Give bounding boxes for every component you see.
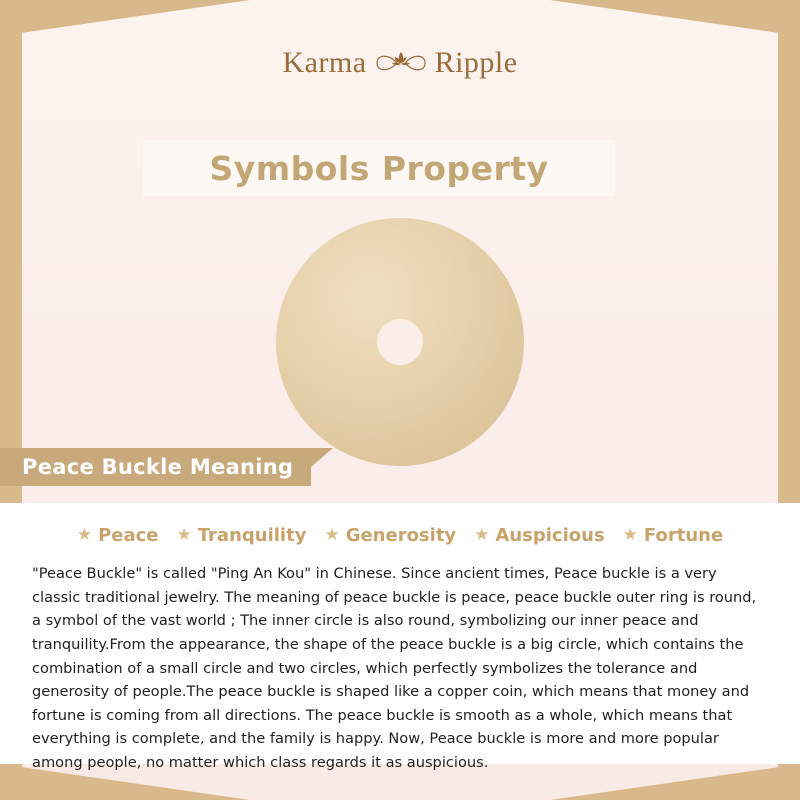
page-title: Symbols Property (209, 148, 549, 188)
description-paragraph: "Peace Buckle" is called "Ping An Kou" in Chinese. Since ancient times, Peace buckle is a very classic traditional jewelry. The meaning of peace buckle is peace, peace buckle outer ring is round, a symbol of the vast world ; The inner circle is also round, symbolizing our inner peace and tranquility.From the appearance, the shape of the peace buckle is a big circle, which contains the combination of a small circle and two circles, which perfectly symbolizes the tolerance and generosity of people.The peace buckle is shaped like a copper coin, which means that money and fortune is coming from all directions. The peace buckle is smooth as a whole, which means that everything is complete, and the family is happy. Now, Peace buckle is more and more popular among people, no matter which class regards it as auspicious. (32, 565, 757, 772)
keyword-item (623, 525, 724, 546)
keyword-item (324, 525, 456, 546)
title-banner (143, 140, 615, 196)
keyword-item (474, 525, 605, 546)
product-image-area (0, 200, 800, 440)
description-card (0, 503, 800, 772)
keyword-item (77, 525, 159, 546)
star-icon: ★ (176, 525, 192, 545)
brand-name-right: Ripple (434, 46, 518, 79)
star-icon: ★ (622, 525, 638, 545)
keyword-label: Peace (98, 525, 159, 546)
section-tag-label: Peace Buckle Meaning (0, 448, 311, 486)
section-tag-arrow (311, 448, 333, 486)
keyword-list (32, 525, 768, 546)
keyword-item (177, 525, 307, 546)
star-icon: ★ (324, 525, 340, 545)
star-icon: ★ (76, 525, 93, 545)
brand-logo (0, 46, 800, 80)
keyword-label: Tranquility (197, 525, 307, 546)
brand-name-left: Karma (282, 46, 367, 79)
section-tag (0, 448, 333, 486)
keyword-label: Fortune (643, 525, 724, 546)
disc-center-hole (377, 319, 423, 365)
lotus-infinity-icon (373, 46, 429, 80)
peace-buckle-disc (276, 218, 524, 466)
star-icon: ★ (474, 525, 490, 545)
keyword-label: Generosity (345, 525, 457, 546)
keyword-label: Auspicious (495, 525, 605, 546)
